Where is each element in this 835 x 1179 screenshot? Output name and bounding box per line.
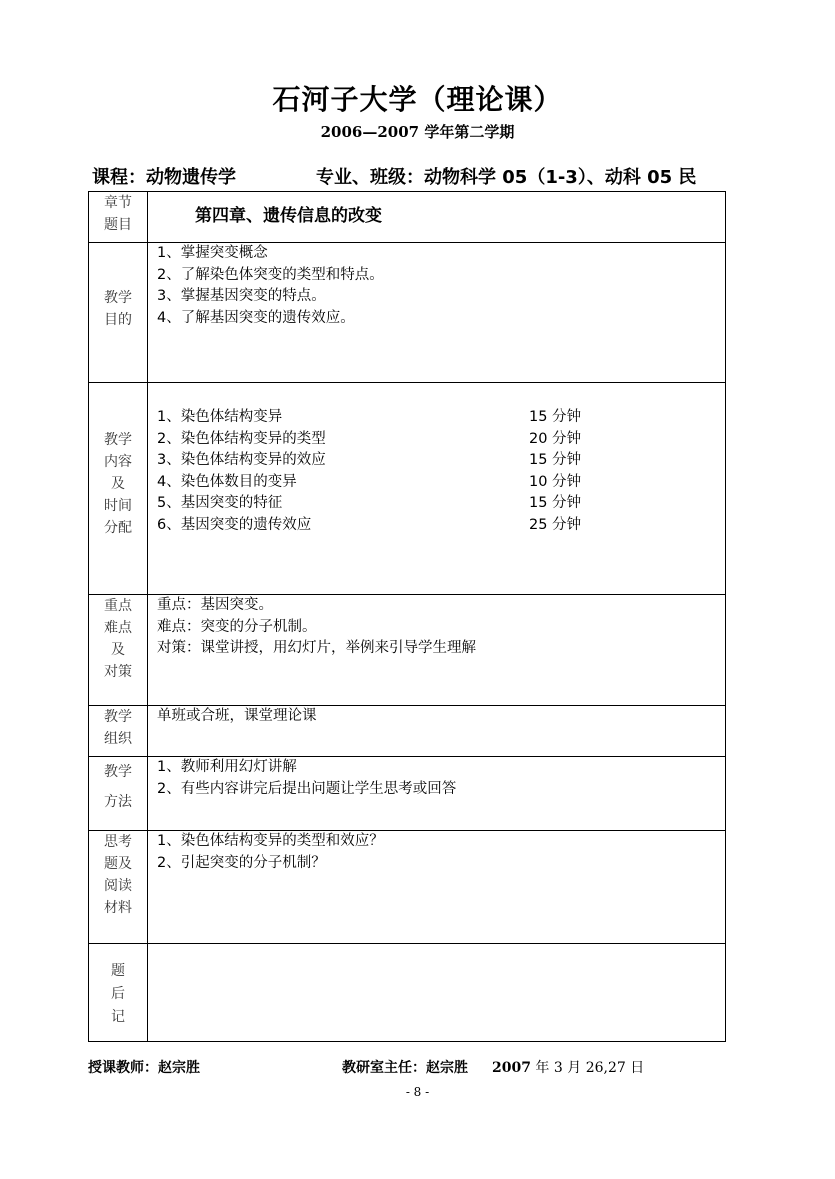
content-items bbox=[148, 383, 726, 595]
keypoints-row bbox=[89, 595, 726, 706]
list-item: 对策：课堂讲授，用幻灯片，举例来引导学生理解 bbox=[157, 640, 476, 656]
notes-content bbox=[148, 944, 726, 1042]
keypoints-content bbox=[148, 595, 726, 706]
teacher-name: 赵宗胜 bbox=[158, 1060, 200, 1076]
list-item: 2、染色体结构变异的类型 20 分钟 bbox=[157, 429, 719, 451]
content-row bbox=[89, 383, 726, 595]
director-label: 教研室主任： bbox=[342, 1060, 426, 1076]
page-number: - 8 - bbox=[405, 1085, 430, 1099]
list-item: 5、基因突变的特征 15 分钟 bbox=[157, 493, 719, 515]
list-item: 3、掌握基因突变的特点。 bbox=[157, 288, 326, 304]
date-day-unit: 日 bbox=[630, 1060, 645, 1076]
time-value: 25 分钟 bbox=[529, 516, 582, 533]
method-label: 教学 方法 bbox=[89, 757, 148, 831]
teacher-label: 授课教师： bbox=[88, 1060, 158, 1076]
course-label: 课程： bbox=[92, 167, 146, 188]
time-value: 15 分钟 bbox=[529, 452, 582, 468]
list-item: 1、染色体结构变异 15 分钟 bbox=[157, 407, 719, 429]
date-month: 3 bbox=[553, 1060, 563, 1076]
date-month-unit: 月 bbox=[567, 1060, 582, 1076]
course-info-line bbox=[92, 163, 696, 189]
organization-row bbox=[89, 706, 726, 757]
time-value: 20 分钟 bbox=[529, 430, 582, 447]
semester-subtitle: 2006—2007 学年第二学期 bbox=[320, 123, 515, 141]
date-days: 26,27 bbox=[585, 1060, 626, 1076]
list-item: 重点：基因突变。 bbox=[157, 597, 273, 613]
time-value: 15 分钟 bbox=[529, 495, 582, 511]
list-item: 2、了解染色体突变的类型和特点。 bbox=[157, 266, 384, 283]
list-item: 3、染色体结构变异的效应 15 分钟 bbox=[157, 450, 719, 472]
date-year-unit: 年 bbox=[535, 1060, 550, 1076]
list-item: 1、染色体结构变异的类型和效应？ bbox=[157, 833, 384, 849]
list-item: 6、基因突变的遗传效应 25 分钟 bbox=[157, 515, 719, 537]
time-value: 15 分钟 bbox=[529, 409, 582, 425]
organization-label: 教学 组织 bbox=[89, 706, 148, 757]
objectives-row bbox=[89, 243, 726, 383]
list-item: 2、引起突变的分子机制？ bbox=[157, 854, 326, 871]
major-label: 专业、班级： bbox=[316, 167, 424, 188]
notes-row bbox=[89, 944, 726, 1042]
content-label: 教学 内容 及 时间 分配 bbox=[89, 383, 148, 595]
lesson-plan-table bbox=[88, 191, 726, 1042]
keypoints-label: 重点 难点 及 对策 bbox=[89, 595, 148, 706]
director-name: 赵宗胜 bbox=[426, 1060, 468, 1076]
list-item: 1、教师利用幻灯讲解 bbox=[157, 759, 297, 775]
questions-label: 思考 题及 阅读 材料 bbox=[89, 831, 148, 944]
course-name: 动物遗传学 bbox=[146, 167, 236, 188]
chapter-row bbox=[89, 192, 726, 243]
questions-content bbox=[148, 831, 726, 944]
questions-row bbox=[89, 831, 726, 944]
list-item: 4、染色体数目的变异 10 分钟 bbox=[157, 472, 719, 494]
list-item: 4、了解基因突变的遗传效应。 bbox=[157, 309, 355, 326]
chapter-label: 章节 题目 bbox=[89, 192, 148, 243]
method-row bbox=[89, 757, 726, 831]
list-item: 2、有些内容讲完后提出问题让学生思考或回答 bbox=[157, 780, 457, 797]
date-year: 2007 bbox=[492, 1060, 531, 1076]
method-content bbox=[148, 757, 726, 831]
major-value: 动物科学 05（1-3）、动科 05 民 bbox=[424, 167, 697, 188]
objectives-content bbox=[148, 243, 726, 383]
list-item: 1、掌握突变概念 bbox=[157, 245, 268, 261]
chapter-title: 第四章、遗传信息的改变 bbox=[195, 206, 382, 226]
time-value: 10 分钟 bbox=[529, 473, 582, 490]
page-title: 石河子大学（理论课） bbox=[272, 83, 563, 116]
list-item: 难点：突变的分子机制。 bbox=[157, 618, 317, 635]
organization-value: 单班或合班，课堂理论课 bbox=[157, 708, 317, 724]
objectives-label: 教学 目的 bbox=[89, 243, 148, 383]
notes-label: 题 后 记 bbox=[89, 944, 148, 1042]
footer-signature-line bbox=[88, 1057, 728, 1077]
